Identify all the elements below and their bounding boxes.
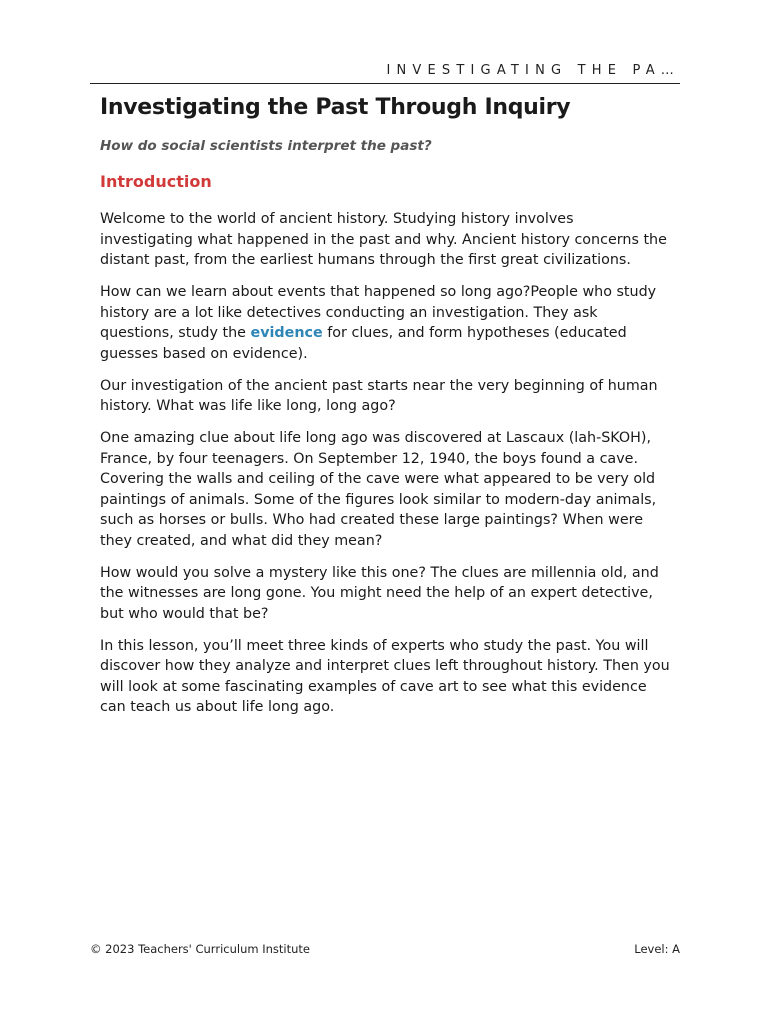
paragraph	[100, 282, 670, 364]
paragraph: One amazing clue about life long ago was discovered at Lascaux (lah-SKOH), France, by four teenagers. On September 12, 1940, the boys found a cave. Covering the walls and ceiling of the cave were what appeared to be very old paintings of animals. Some of the figures look similar to modern-day animals, such as horses or bulls. Who had created these large paintings? When were they created, and what did they mean?	[100, 430, 657, 549]
reading-level: Level: A	[634, 942, 680, 956]
copyright-notice: © 2023 Teachers' Curriculum Institute	[90, 942, 310, 956]
paragraph: In this lesson, you’ll meet three kinds of experts who study the past. You will discover how they analyze and interpret clues left throughout history. Then you will look at some fascinating examples of cave art to see what this evidence can teach us about life long ago.	[100, 637, 670, 715]
running-header-title: INVESTIGATING THE PA…	[386, 63, 680, 78]
section-heading-introduction: Introduction	[100, 172, 212, 191]
article-body	[100, 91, 670, 718]
paragraph: Our investigation of the ancient past starts near the very beginning of human history. What was life like long, long ago?	[100, 377, 658, 414]
essential-question: How do social scientists interpret the past?	[100, 138, 432, 154]
running-header	[90, 62, 680, 84]
page-title: Investigating the Past Through Inquiry	[100, 95, 571, 120]
glossary-term-evidence[interactable]: evidence	[250, 325, 323, 341]
paragraph: Welcome to the world of ancient history. Studying history involves investigating what happened in the past and why. Ancient history concerns the distant past, from the earliest humans through the first great civilizations.	[100, 211, 667, 268]
paragraph: How would you solve a mystery like this one? The clues are millennia old, and the witnesses are long gone. You might need the help of an expert detective, but who would that be?	[100, 564, 659, 622]
paragraph-text: for clues, and form hypotheses (educated guesses based on evidence).	[100, 325, 627, 362]
paragraph-text: How can we learn about events that happened so long ago?People who study history are a lot like detectives conducting an investigation. They ask questions, study the	[100, 284, 657, 341]
